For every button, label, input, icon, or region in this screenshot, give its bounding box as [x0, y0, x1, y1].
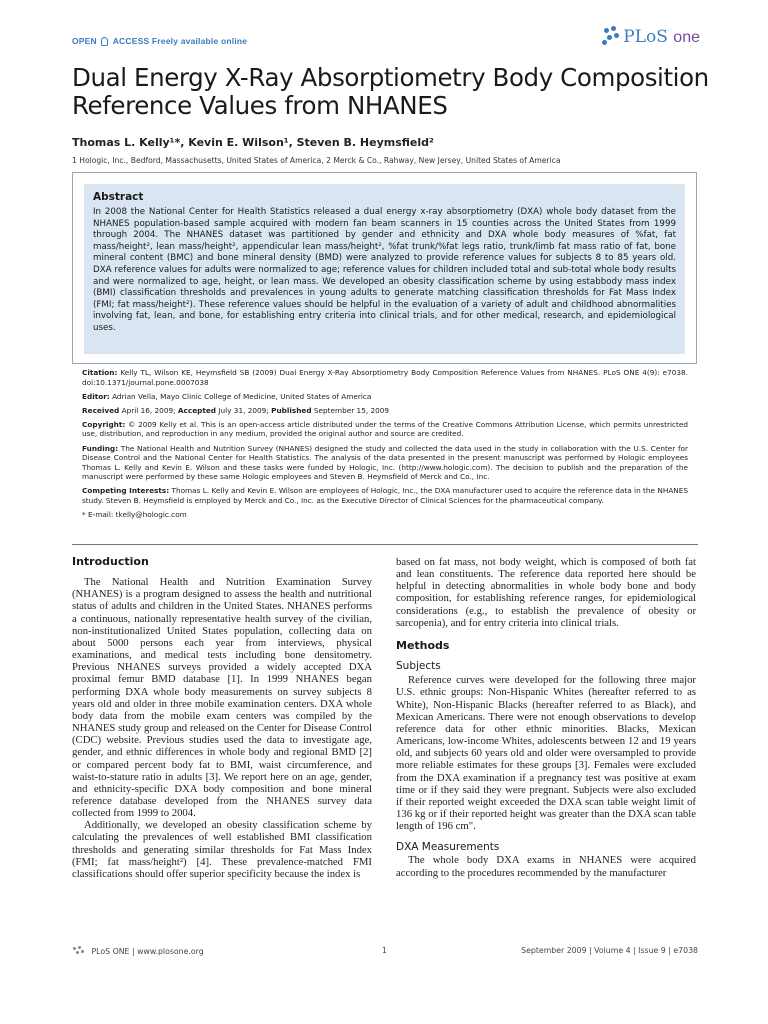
intro-paragraph-1: The National Health and Nutrition Examination Survey (NHANES) is a program designed to assess the health and nutritional status of adults and children in the United States. NHANES performs a continuous, nationally representative health survey of the civilian, non-institutionalized United States population, collecting data on about 5000 persons each year from interviews, physical examinations, and medical tests including bone densitometry. Previous NHANES surveys provided a widely accepted DXA proximal femur BMD database [1]. In 1999 NHANES began performing DXA whole body measurements on survey subjects 8 years old and older in three mobile examination centers. DXA whole body data from the mobile exam centers was compiled by the NHANES study group and released on the Center for Disease Control (CDC) website. Previous studies used the data to investigate age, gender, and ethnic differences in whole body and regional BMD [2] or compared percent body fat to BMI, waist circumference, and waist-to-stature ratio in adults [3]. We report here on an age, gender, and ethnicity-specific DXA body composition and bone mineral reference database developed from the NHANES survey data collected from 1999 to 2004.	[72, 576, 372, 820]
plos-logo-text: PLoS one	[623, 27, 700, 47]
article-metadata	[82, 368, 688, 524]
dxa-measurements-heading: DXA Measurements	[396, 841, 500, 854]
citation: Citation: Kelly TL, Wilson KE, Heymsfield SB (2009) Dual Energy X-Ray Absorptiometry Body Composition Reference Values from NHANES. PLoS ONE 4(9): e7038. doi:10.1371/journal.pone.0007038	[82, 368, 689, 387]
footer-journal: PLoS ONE | www.plosone.org	[72, 946, 204, 956]
affiliations: 1 Hologic, Inc., Bedford, Massachusetts, United States of America, 2 Merck & Co., Rahway, New Jersey, United States of America	[72, 156, 561, 165]
dxa-paragraph: The whole body DXA exams in NHANES were acquired according to the procedures recommended by the manufacturer	[396, 854, 696, 879]
open-label: OPEN	[72, 36, 97, 46]
corresponding-email[interactable]: * E-mail: tkelly@hologic.com	[82, 510, 187, 520]
intro-paragraph-2-continued: based on fat mass, not body weight, which is composed of both fat and lean constituents. The reference data reported here should be helpful in detecting abnormalities in whole body bone and body composition, for establishing reference ranges, for epidemiological considerations (e.g., to establish the prevalence of obesity or sarcopenia), and for entry criteria into clinical trials.	[396, 556, 696, 629]
abstract-box	[72, 172, 697, 364]
plos-dots-icon	[602, 26, 620, 46]
freely-available-label: Freely available online	[151, 36, 248, 46]
open-access-banner	[72, 36, 247, 46]
open-lock-icon	[101, 37, 108, 46]
subjects-paragraph: Reference curves were developed for the following three major U.S. ethnic groups: Non-Hispanic Whites (hereafter referred to as White), Non-Hispanic Blacks (hereafter referred to as Black), and Mexican Americans. There were not enough observations to develop reference data for other ethnic minorities. Blacks, Mexican Americans, low-income Whites, adolescents between 12 and 19 years old, and subjects 60 years old and older were oversampled to provide more reliable estimates for these groups [3]. Females were excluded from the DXA examination if a pregnancy test was positive at exam time or if they said they were pregnant. Subjects were also excluded if their reported weight exceeded the DXA scan table weight limit of 136 kg or if their reported height was greater than the DXA scan table length of 196 cm".	[396, 674, 696, 833]
dates: Received April 16, 2009; Accepted July 31, 2009; Published September 15, 2009	[82, 405, 390, 415]
footer-issue: September 2009 | Volume 4 | Issue 9 | e7038	[521, 946, 698, 955]
subjects-heading: Subjects	[396, 660, 441, 673]
editor: Editor: Adrian Vella, Mayo Clinic College of Medicine, United States of America	[82, 391, 372, 401]
plos-one-logo	[602, 26, 700, 46]
competing-interests: Competing Interests: Thomas L. Kelly and Kevin E. Wilson are employees of Hologic, Inc., the DXA manufacturer used to acquire the reference data in the NHANES study. Steven B. Heymsfield is employed by Merck and Co., Inc. as the Executive Director of Clinical Sciences for the pharmaceutical company.	[82, 486, 689, 506]
author-list: Thomas L. Kelly¹*, Kevin E. Wilson¹, Steven B. Heymsfield²	[72, 136, 434, 149]
section-divider	[72, 544, 698, 545]
abstract-heading: Abstract	[93, 191, 144, 203]
intro-paragraph-2: Additionally, we developed an obesity classification scheme by calculating the prevalences of well established BMI classification thresholds and generating similar thresholds for Fat Mass Index (FMI; fat mass/height²) [4]. These prevalence-matched FMI classifications should offer superior specificity because the index is	[72, 819, 372, 880]
article-title: Dual Energy X-Ray Absorptiometry Body Composition Reference Values from NHANES	[72, 63, 709, 120]
right-column	[396, 556, 696, 879]
page-number: 1	[382, 946, 387, 955]
footer-plos-icon	[72, 946, 86, 955]
journal-header	[72, 27, 700, 56]
abstract-text: In 2008 the National Center for Health Statistics released a dual energy x-ray absorptiometry (DXA) whole body dataset from the NHANES population-based sample acquired with modern fan beam scanners in 15 counties across the United States from 1999 through 2004. The NHANES dataset was partitioned by gender and ethnicity and DXA whole body measures of %fat, fat mass/height², lean mass/height², appendicular lean mass/height², %fat trunk/%fat legs ratio, trunk/limb fat mass ratio of fat, bone mineral content (BMC) and bone mineral density (BMD) were analyzed to provide reference values for subjects 8 to 85 years old. DXA reference values for adults were normalized to age; reference values for children included total and sub-total whole body results and were normalized to age, height, or lean mass. We developed an obesity classification scheme by using estabbody mass index (BMI) classification thresholds and prevalences in young adults to generate matching classification thresholds for Fat Mass Index (FMI; fat mass/height²). These reference values should be helpful in the evaluation of a variety of adult and childhood abnormalities involving fat, lean, and bone, for establishing entry criteria into clinical trials, and for other medical, research, and epidemiological uses.	[93, 207, 676, 333]
left-column	[72, 556, 372, 880]
copyright: Copyright: © 2009 Kelly et al. This is an open-access article distributed under the terms of the Creative Commons Attribution License, which permits unrestricted use, distribution, and reproduction in any medium, provided the original author and source are credited.	[82, 419, 688, 439]
funding: Funding: The National Health and Nutrition Survey (NHANES) designed the study and collected the data used in the study in collaboration with the U.S. Center for Disease Control and the National Center for Health Statistics. The analysis of the data presented in the present manuscript was performed by Hologic employees Thomas L. Kelly and Kevin E. Wilson and these tasks were funded by Hologic, Inc. (http://www.hologic.com). The decision to publish and the preparation of the manuscript were performed by these same Hologic employees and Steven B. Heymsfield of Merck and Co., Inc.	[82, 443, 688, 482]
page-footer	[72, 946, 698, 960]
methods-heading: Methods	[396, 638, 450, 652]
introduction-heading: Introduction	[72, 555, 149, 568]
abstract-panel	[84, 184, 685, 354]
access-label: ACCESS	[112, 36, 150, 46]
